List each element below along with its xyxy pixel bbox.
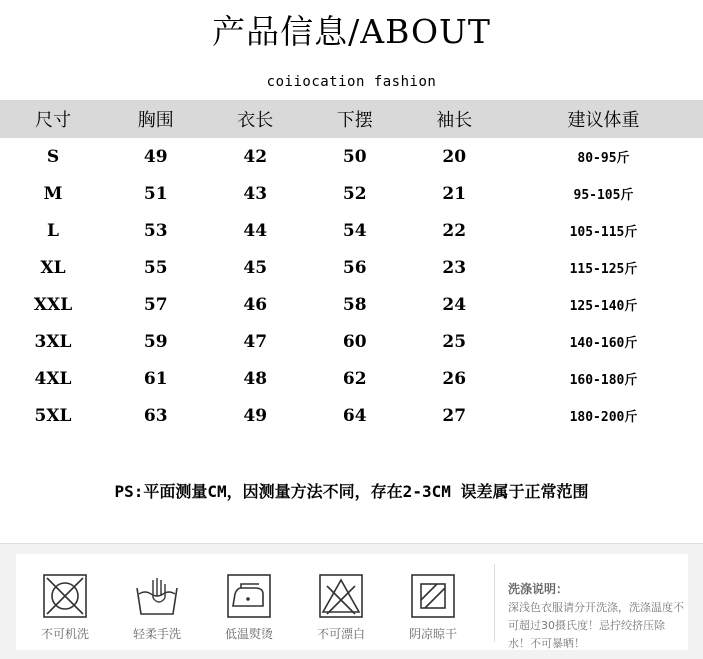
measurement-note: PS:平面测量CM，因测量方法不同，存在2-3CM 误差属于正常范围 — [114, 482, 589, 501]
cell-chest: 57 — [143, 294, 168, 315]
hand-wash-icon — [133, 572, 181, 620]
care-item-shade-dry — [402, 572, 464, 642]
table-header-row — [0, 100, 703, 138]
cell-length: 45 — [243, 257, 268, 278]
cell-chest: 61 — [143, 368, 168, 389]
cell-size: 5XL — [34, 405, 72, 426]
brand-subtitle: coiiocation fashion — [266, 74, 437, 90]
shade-dry-icon — [409, 572, 457, 620]
table-row — [0, 249, 703, 286]
cell-weight: 80-95斤 — [577, 151, 630, 166]
header-chest: 胸围 — [106, 100, 206, 138]
care-divider — [494, 564, 495, 642]
cell-weight: 180-200斤 — [569, 410, 638, 425]
cell-size: XL — [40, 257, 66, 278]
cell-hem: 64 — [342, 405, 367, 426]
cell-size: 3XL — [34, 331, 72, 352]
care-item-no-machine-wash — [34, 572, 96, 642]
cell-sleeve: 24 — [442, 294, 467, 315]
cell-sleeve: 22 — [442, 220, 467, 241]
care-item-hand-wash — [126, 572, 188, 642]
size-chart-table — [0, 100, 703, 434]
cell-hem: 60 — [342, 331, 367, 352]
care-label: 轻柔手洗 — [132, 627, 181, 641]
no-bleach-icon — [317, 572, 365, 620]
cell-weight: 95-105斤 — [573, 188, 634, 203]
wash-instructions-body: 深浅色衣服请分开洗涤，洗涤温度不可超过30摄氏度！忌拧绞挤压除水！不可暴晒！ — [508, 601, 684, 650]
table-row — [0, 323, 703, 360]
care-card — [16, 554, 688, 650]
cell-length: 43 — [243, 183, 268, 204]
cell-weight: 140-160斤 — [569, 336, 638, 351]
wash-instructions-title: 洗涤说明： — [508, 582, 569, 596]
care-label: 低温熨烫 — [224, 627, 273, 641]
cell-size: S — [46, 146, 60, 167]
cell-sleeve: 26 — [442, 368, 467, 389]
cell-length: 49 — [243, 405, 268, 426]
table-row — [0, 175, 703, 212]
cell-chest: 55 — [143, 257, 168, 278]
table-row — [0, 138, 703, 175]
page-title: 产品信息/ABOUT — [212, 12, 491, 51]
table-row — [0, 212, 703, 249]
header-length: 衣长 — [205, 100, 305, 138]
cell-hem: 62 — [342, 368, 367, 389]
cell-length: 42 — [243, 146, 268, 167]
cell-hem: 54 — [342, 220, 367, 241]
header-sleeve: 袖长 — [404, 100, 504, 138]
cell-size: L — [47, 220, 59, 241]
care-label: 不可机洗 — [40, 627, 89, 641]
wash-instructions — [508, 580, 684, 653]
table-row — [0, 360, 703, 397]
cell-weight: 125-140斤 — [569, 299, 638, 314]
cell-chest: 51 — [143, 183, 168, 204]
cell-length: 48 — [243, 368, 268, 389]
cell-weight: 115-125斤 — [569, 262, 638, 277]
cell-sleeve: 25 — [442, 331, 467, 352]
care-label: 不可漂白 — [316, 627, 365, 641]
table-row — [0, 397, 703, 434]
header-weight: 建议体重 — [504, 100, 703, 138]
care-label: 阴凉晾干 — [408, 627, 457, 641]
cell-chest: 49 — [143, 146, 168, 167]
cell-chest: 53 — [143, 220, 168, 241]
care-item-low-iron — [218, 572, 280, 642]
cell-length: 46 — [243, 294, 268, 315]
cell-weight: 105-115斤 — [569, 225, 638, 240]
cell-hem: 58 — [342, 294, 367, 315]
cell-chest: 59 — [143, 331, 168, 352]
cell-weight: 160-180斤 — [569, 373, 638, 388]
cell-sleeve: 27 — [442, 405, 467, 426]
cell-length: 47 — [243, 331, 268, 352]
low-iron-icon — [225, 572, 273, 620]
cell-hem: 52 — [342, 183, 367, 204]
cell-sleeve: 21 — [442, 183, 467, 204]
cell-chest: 63 — [143, 405, 168, 426]
cell-sleeve: 23 — [442, 257, 467, 278]
header-size: 尺寸 — [0, 100, 106, 138]
table-row — [0, 286, 703, 323]
care-item-no-bleach — [310, 572, 372, 642]
cell-sleeve: 20 — [442, 146, 467, 167]
cell-size: 4XL — [34, 368, 72, 389]
cell-hem: 56 — [342, 257, 367, 278]
header-hem: 下摆 — [305, 100, 405, 138]
care-panel — [0, 543, 703, 659]
cell-size: XXL — [33, 294, 73, 315]
cell-length: 44 — [243, 220, 268, 241]
cell-hem: 50 — [342, 146, 367, 167]
no-machine-wash-icon — [41, 572, 89, 620]
cell-size: M — [43, 183, 63, 204]
